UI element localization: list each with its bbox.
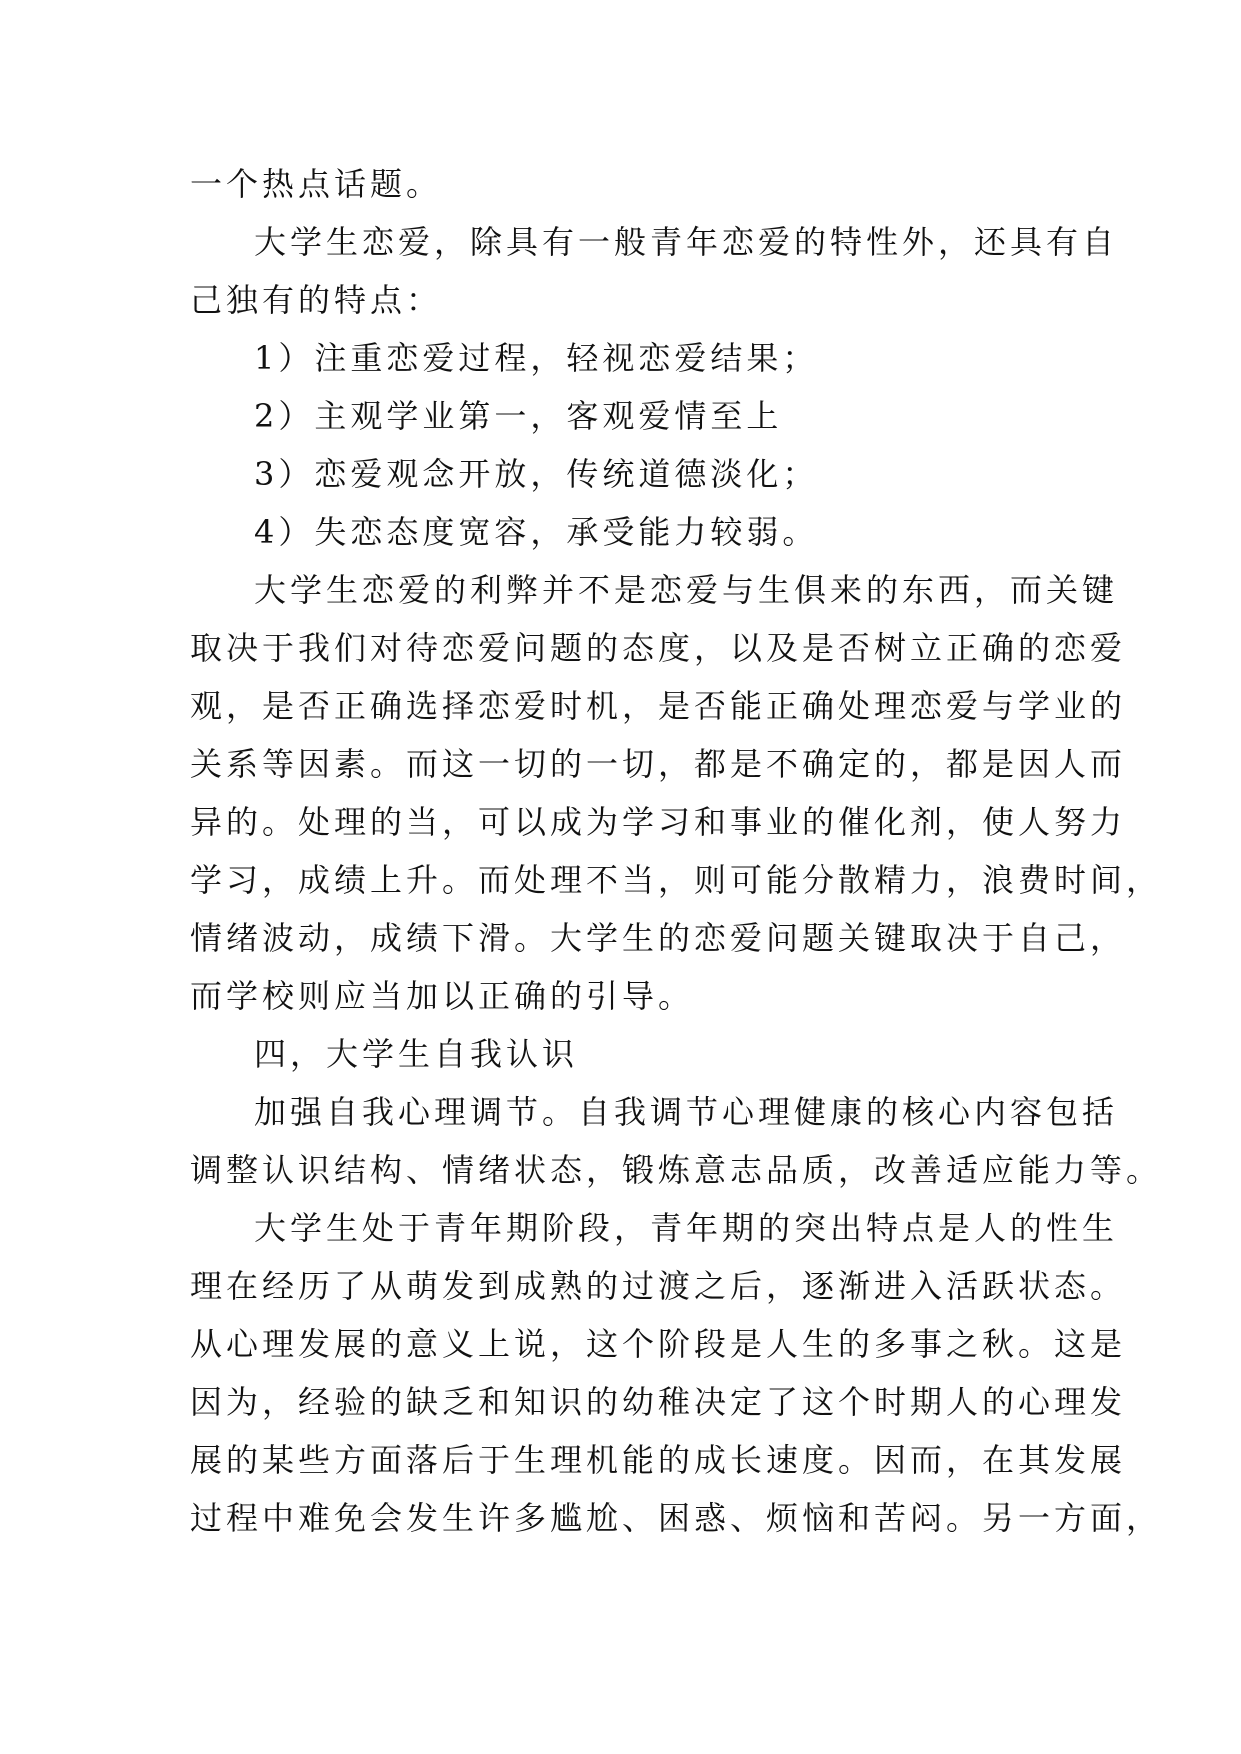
- text-line: 而学校则应当加以正确的引导。: [190, 977, 695, 1015]
- text-line: 关系等因素。而这一切的一切，都是不确定的，都是因人而: [190, 745, 1127, 783]
- text-line: 观，是否正确选择恋爱时机，是否能正确处理恋爱与学业的: [190, 687, 1127, 725]
- text-line: 因为，经验的缺乏和知识的幼稚决定了这个时期人的心理发: [190, 1383, 1127, 1421]
- text-line: 过程中难免会发生许多尴尬、困惑、烦恼和苦闷。另一方面，: [190, 1499, 1163, 1537]
- text-line: 一个热点话题。: [190, 165, 443, 203]
- section-heading: 四，大学生自我认识: [254, 1035, 579, 1073]
- text-line: 大学生恋爱的利弊并不是恋爱与生俱来的东西，而关键: [254, 571, 1119, 609]
- text-line: 展的某些方面落后于生理机能的成长速度。因而，在其发展: [190, 1441, 1127, 1479]
- text-line: 取决于我们对待恋爱问题的态度，以及是否树立正确的恋爱: [190, 629, 1127, 667]
- text-line: 从心理发展的意义上说，这个阶段是人生的多事之秋。这是: [190, 1325, 1127, 1363]
- list-item: 2）主观学业第一，客观爱情至上: [254, 397, 783, 435]
- list-item: 4）失恋态度宽容，承受能力较弱。: [254, 513, 819, 551]
- list-item: 3）恋爱观念开放，传统道德淡化；: [254, 455, 819, 493]
- text-line: 理在经历了从萌发到成熟的过渡之后，逐渐进入活跃状态。: [190, 1267, 1127, 1305]
- text-line: 学习，成绩上升。而处理不当，则可能分散精力，浪费时间，: [190, 861, 1163, 899]
- text-line: 大学生恋爱，除具有一般青年恋爱的特性外，还具有自: [254, 223, 1119, 261]
- text-line: 调整认识结构、情绪状态，锻炼意志品质，改善适应能力等。: [190, 1151, 1163, 1189]
- body-text: [190, 155, 1163, 1547]
- text-line: 己独有的特点：: [190, 281, 443, 319]
- text-line: 情绪波动，成绩下滑。大学生的恋爱问题关键取决于自己，: [190, 919, 1127, 957]
- text-line: 大学生处于青年期阶段，青年期的突出特点是人的性生: [254, 1209, 1119, 1247]
- text-line: 加强自我心理调节。自我调节心理健康的核心内容包括: [254, 1093, 1119, 1131]
- text-line: 异的。处理的当，可以成为学习和事业的催化剂，使人努力: [190, 803, 1127, 841]
- list-item: 1）注重恋爱过程，轻视恋爱结果；: [254, 339, 819, 377]
